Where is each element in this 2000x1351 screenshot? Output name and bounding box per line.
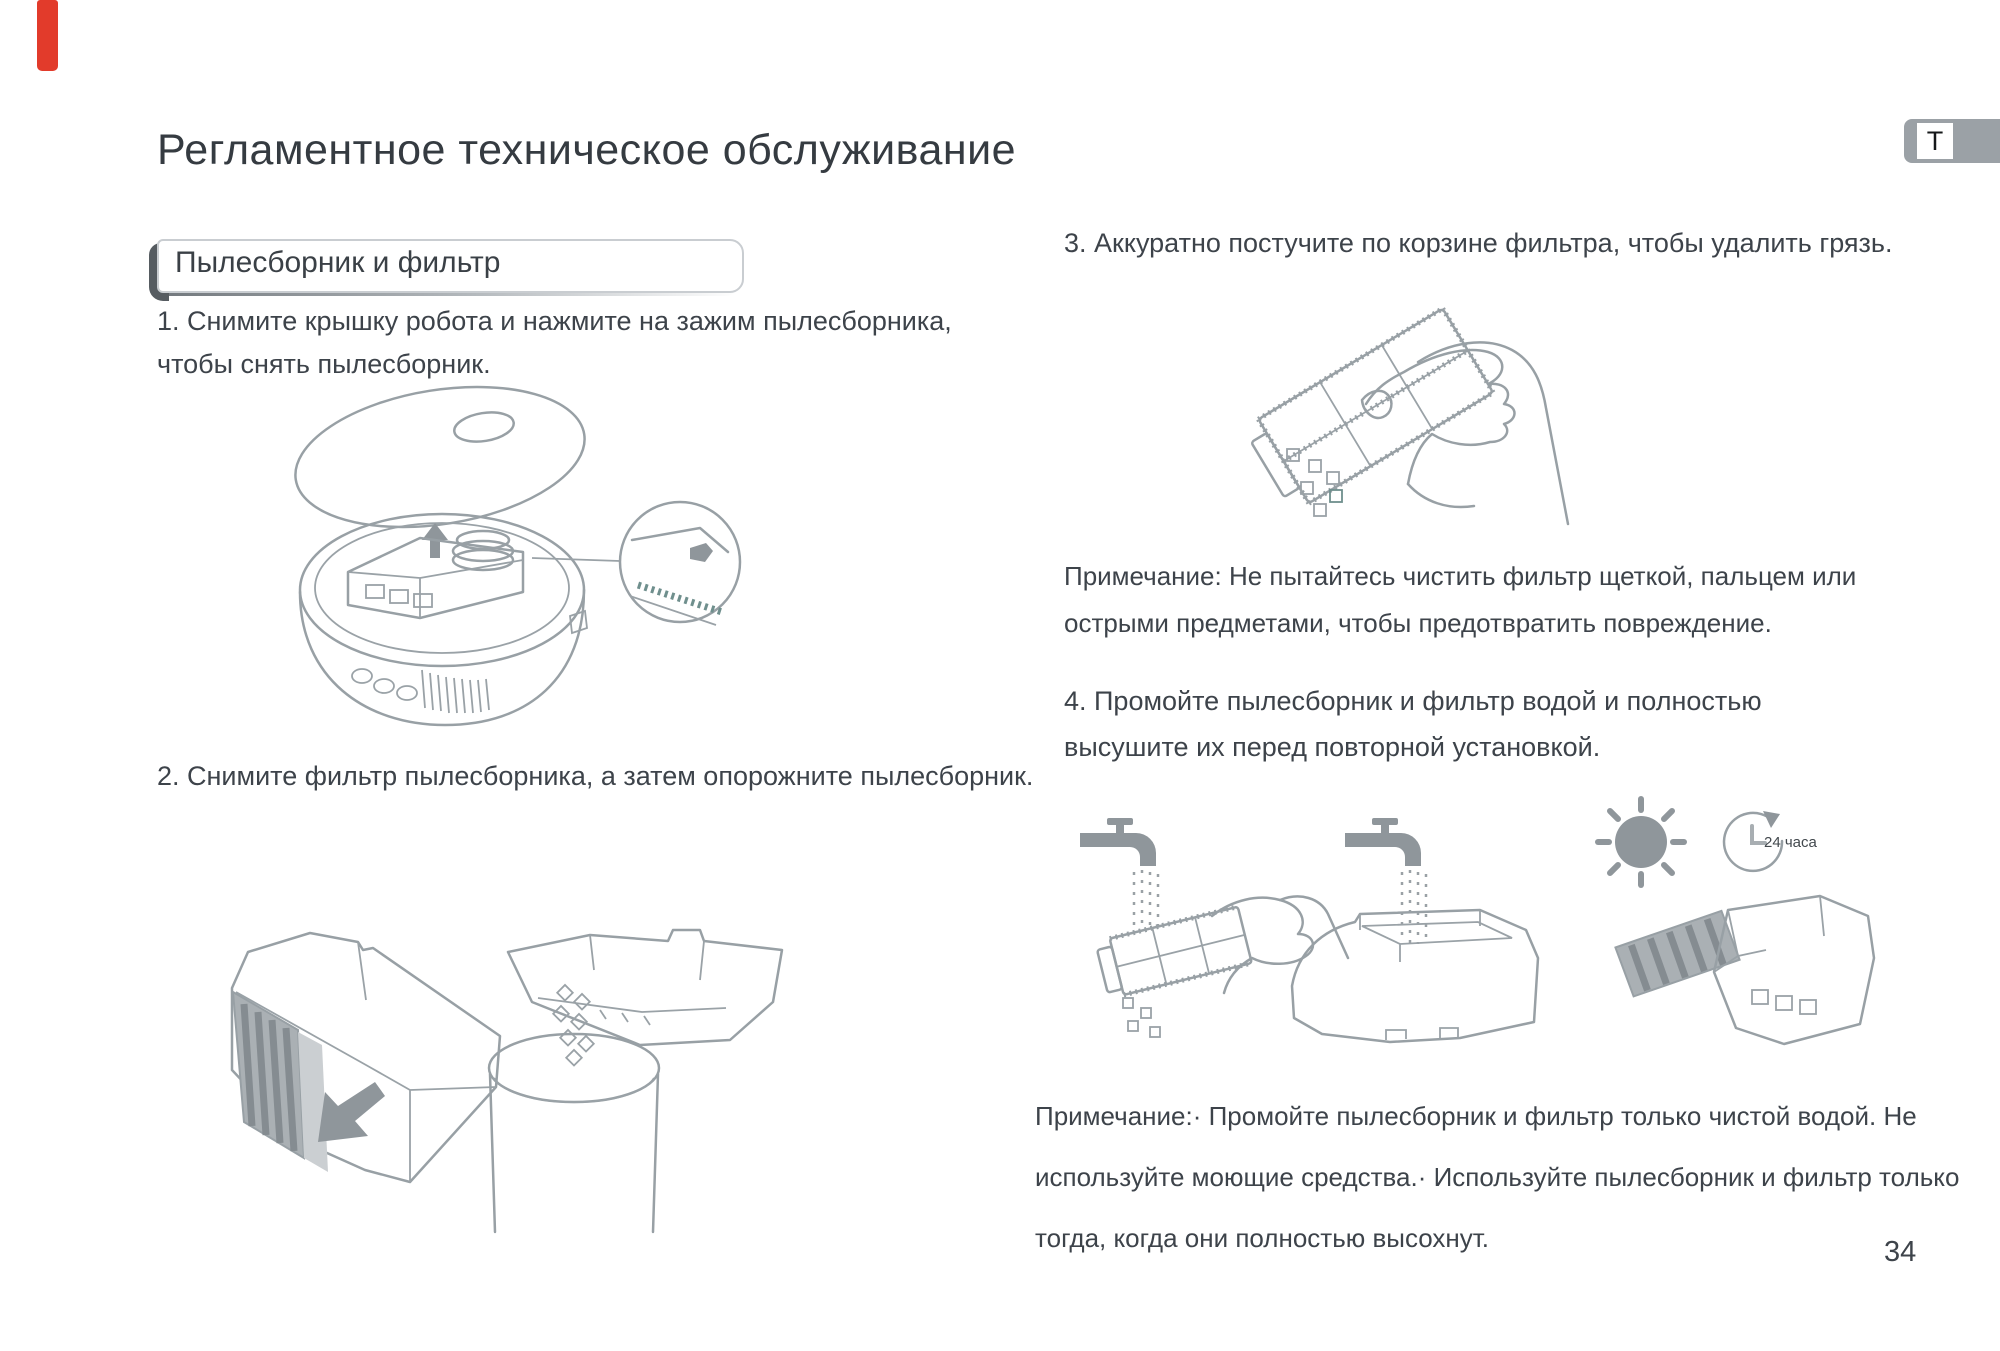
note-2-text: Примечание:· Промойте пылесборник и фильтр только чистой водой. Не используйте моющие средства.· Используйте пылесборник и фильтр только тогда, когда они полностью высохнут. — [1035, 1101, 1960, 1253]
page-number: 34 — [1884, 1236, 1917, 1268]
note-1-text: Примечание: Не пытайтесь чистить фильтр щеткой, пальцем или острыми предметами, чтобы предотвратить повреждение. — [1064, 561, 1857, 638]
section-header — [157, 239, 744, 293]
tap-filter-illustration — [1180, 292, 1600, 557]
page-title: Регламентное техническое обслуживание — [157, 126, 1017, 174]
duration-24h-label: 24 часа — [1764, 834, 1817, 851]
section-header-label: Пылесборник и фильтр — [175, 246, 501, 279]
step-4-text: 4. Промойте пылесборник и фильтр водой и полностью высушите их перед повторной установкой. — [1064, 686, 1762, 762]
annotation-tab — [1904, 119, 2000, 163]
step-2-text: 2. Снимите фильтр пылесборника, а затем опорожните пылесборник. — [157, 761, 1034, 791]
text-annotation-icon: T — [1917, 123, 1953, 159]
page-edge-red-marker — [37, 0, 58, 71]
robot-open-lid-illustration — [270, 380, 750, 745]
step-1-text: 1. Снимите крышку робота и нажмите на зажим пылесборника, чтобы снять пылесборник. — [157, 306, 952, 379]
dustbin-filter-illustration — [170, 840, 820, 1245]
step-3-text: 3. Аккуратно постучите по корзине фильтра, чтобы удалить грязь. — [1064, 228, 1893, 258]
